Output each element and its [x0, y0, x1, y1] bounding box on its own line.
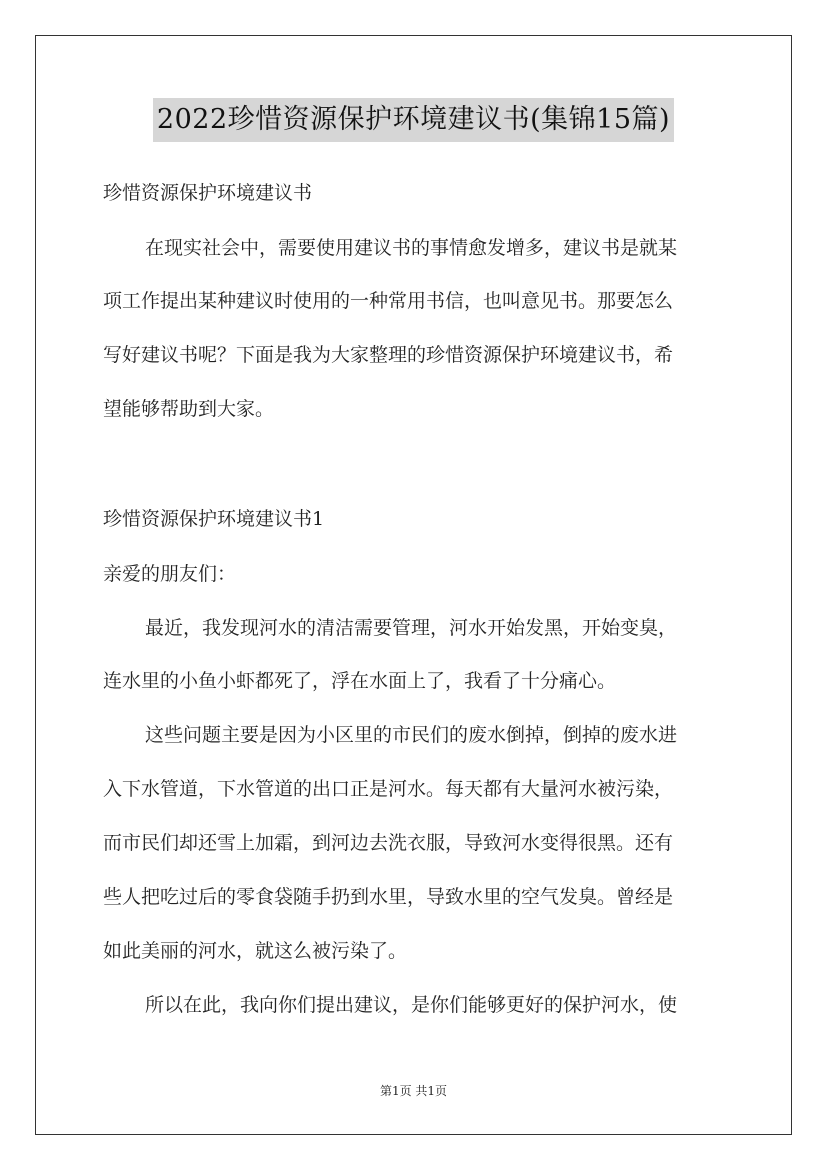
paragraph-line: 项工作提出某种建议时使用的一种常用书信，也叫意见书。那要怎么: [103, 290, 674, 312]
paragraph-line: 连水里的小鱼小虾都死了，浮在水面上了，我看了十分痛心。: [103, 670, 617, 692]
document-title: 2022珍惜资源保护环境建议书(集锦15篇): [153, 98, 674, 142]
paragraph-line: 所以在此，我向你们提出建议，是你们能够更好的保护河水，使: [145, 994, 678, 1016]
paragraph-line: 入下水管道，下水管道的出口正是河水。每天都有大量河水被污染，: [103, 778, 674, 800]
section-heading: 珍惜资源保护环境建议书: [103, 182, 313, 204]
paragraph-line: 最近，我发现河水的清洁需要管理，河水开始发黑，开始变臭，: [145, 617, 678, 639]
page-footer: 第1页 共1页: [379, 1084, 448, 1098]
paragraph-line: 这些问题主要是因为小区里的市民们的废水倒掉，倒掉的废水进: [145, 724, 678, 746]
title-container: [0, 98, 827, 142]
paragraph-line: 而市民们却还雪上加霜，到河边去洗衣服，导致河水变得很黑。还有: [103, 832, 674, 854]
section-heading: 珍惜资源保护环境建议书1: [103, 508, 325, 530]
paragraph-line: 在现实社会中，需要使用建议书的事情愈发增多，建议书是就某: [145, 237, 678, 259]
paragraph-line: 写好建议书呢？下面是我为大家整理的珍惜资源保护环境建议书，希: [103, 344, 674, 366]
paragraph-line: 望能够帮助到大家。: [103, 398, 275, 420]
salutation: 亲爱的朋友们：: [103, 563, 237, 585]
paragraph-line: 些人把吃过后的零食袋随手扔到水里，导致水里的空气发臭。曾经是: [103, 886, 674, 908]
paragraph-line: 如此美丽的河水，就这么被污染了。: [103, 940, 408, 962]
